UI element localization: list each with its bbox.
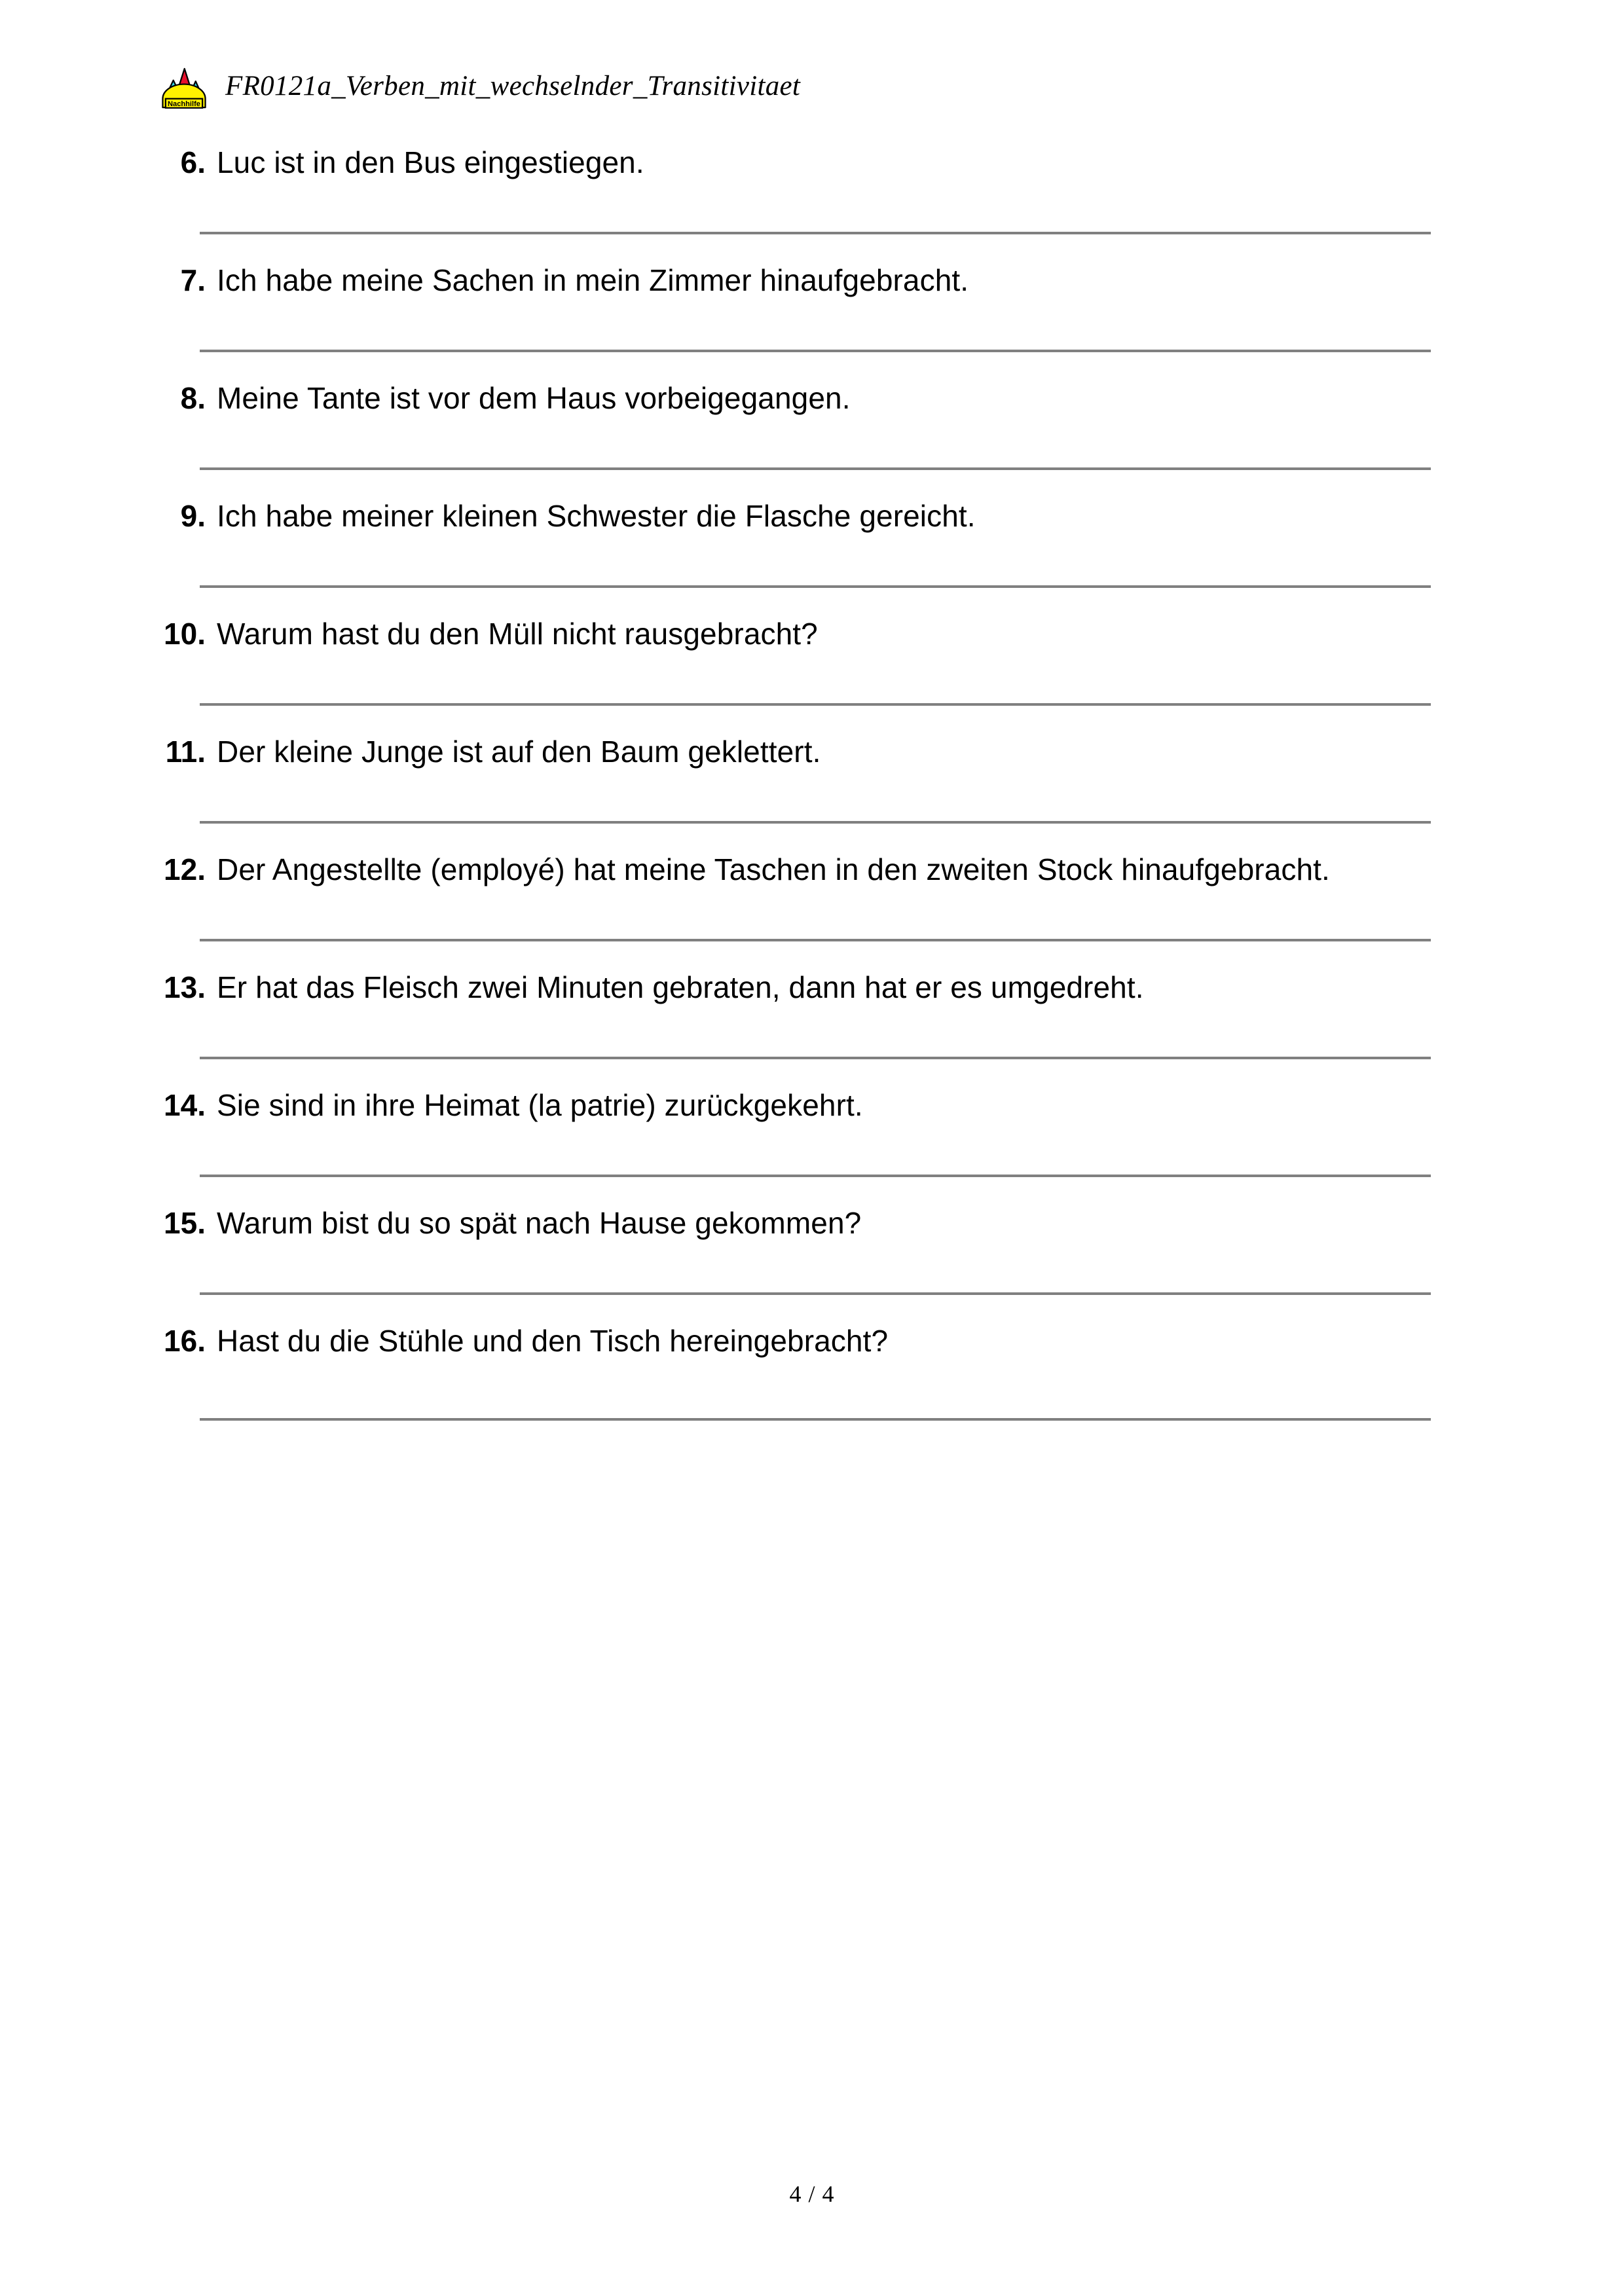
exercise-number: 13.	[164, 970, 206, 1004]
nachhilfe-logo-icon	[160, 63, 208, 111]
document-header	[160, 63, 800, 111]
exercise-item	[0, 499, 1624, 617]
answer-line[interactable]	[200, 703, 1431, 706]
answer-line[interactable]	[200, 1292, 1431, 1295]
exercise-item	[0, 381, 1624, 499]
answer-line[interactable]	[200, 1175, 1431, 1177]
exercise-line	[0, 263, 1624, 298]
exercise-sentence: Ich habe meine Sachen in mein Zimmer hinaufgebracht.	[217, 263, 969, 297]
exercise-sentence: Ich habe meiner kleinen Schwester die Flasche gereicht.	[217, 499, 976, 533]
exercise-line	[0, 1088, 1624, 1123]
exercise-list	[0, 145, 1624, 1442]
exercise-line	[0, 1206, 1624, 1241]
exercise-number: 10.	[164, 617, 206, 651]
exercise-number: 7.	[180, 263, 206, 297]
exercise-number: 16.	[164, 1324, 206, 1358]
exercise-sentence: Luc ist in den Bus eingestiegen.	[217, 145, 644, 179]
answer-line[interactable]	[200, 467, 1431, 470]
exercise-number: 14.	[164, 1088, 206, 1122]
exercise-line	[0, 499, 1624, 534]
exercise-item	[0, 852, 1624, 970]
exercise-number: 11.	[165, 735, 206, 769]
exercise-item	[0, 263, 1624, 381]
answer-line[interactable]	[200, 1418, 1431, 1421]
exercise-item	[0, 145, 1624, 263]
answer-line[interactable]	[200, 350, 1431, 352]
exercise-number: 9.	[180, 499, 206, 533]
exercise-sentence: Warum bist du so spät nach Hause gekommen?	[217, 1206, 862, 1240]
answer-line[interactable]	[200, 585, 1431, 588]
exercise-line	[0, 735, 1624, 769]
document-title: FR0121a_Verben_mit_wechselnder_Transitivitaet	[225, 70, 801, 101]
answer-line[interactable]	[200, 1057, 1431, 1059]
exercise-item	[0, 970, 1624, 1088]
document-footer	[0, 2180, 1624, 2208]
exercise-number: 15.	[164, 1206, 206, 1240]
exercise-line	[0, 145, 1624, 180]
exercise-line	[0, 617, 1624, 651]
exercise-sentence: Der kleine Junge ist auf den Baum geklettert.	[217, 735, 821, 769]
exercise-line	[0, 381, 1624, 416]
answer-line[interactable]	[200, 232, 1431, 234]
exercise-item	[0, 1206, 1624, 1324]
answer-line[interactable]	[200, 939, 1431, 941]
exercise-line	[0, 970, 1624, 1005]
exercise-sentence: Der Angestellte (employé) hat meine Taschen in den zweiten Stock hinaufgebracht.	[217, 852, 1330, 886]
exercise-sentence: Meine Tante ist vor dem Haus vorbeigegangen.	[217, 381, 851, 415]
exercise-item	[0, 1088, 1624, 1206]
exercise-sentence: Sie sind in ihre Heimat (la patrie) zurückgekehrt.	[217, 1088, 863, 1122]
exercise-number: 6.	[180, 145, 206, 179]
svg-text:Nachhilfe: Nachhilfe	[168, 100, 200, 108]
exercise-sentence: Warum hast du den Müll nicht rausgebracht?	[217, 617, 818, 651]
exercise-item	[0, 617, 1624, 735]
exercise-item	[0, 1324, 1624, 1442]
exercise-sentence: Hast du die Stühle und den Tisch hereingebracht?	[217, 1324, 889, 1358]
exercise-line	[0, 852, 1624, 887]
exercise-line	[0, 1324, 1624, 1358]
exercise-item	[0, 735, 1624, 852]
exercise-sentence: Er hat das Fleisch zwei Minuten gebraten, dann hat er es umgedreht.	[217, 970, 1144, 1004]
exercise-number: 8.	[180, 381, 206, 415]
exercise-number: 12.	[164, 852, 206, 886]
page-number: 4 / 4	[789, 2181, 835, 2207]
answer-line[interactable]	[200, 821, 1431, 824]
